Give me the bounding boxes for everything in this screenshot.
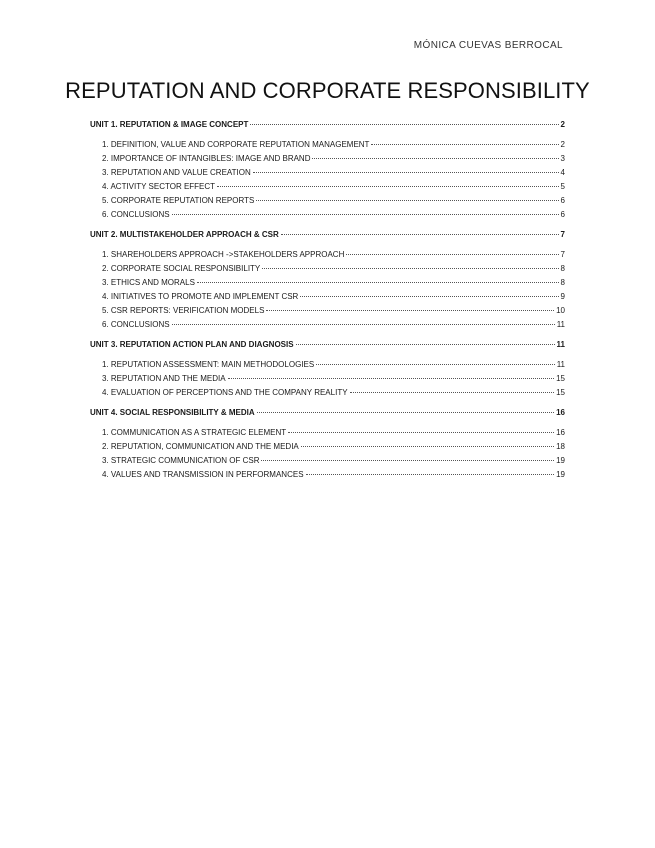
toc-item-label: 1. COMMUNICATION AS A STRATEGIC ELEMENT xyxy=(102,428,287,437)
toc-unit-heading[interactable] xyxy=(90,118,565,132)
toc-page-number: 7 xyxy=(560,230,565,239)
toc-item[interactable] xyxy=(90,426,565,440)
toc-leader-dots xyxy=(281,233,559,235)
toc-page-number: 11 xyxy=(556,360,565,369)
toc-page-number: 19 xyxy=(556,456,565,465)
toc-leader-dots xyxy=(172,323,555,325)
toc-leader-dots xyxy=(172,213,559,215)
toc-unit-heading[interactable] xyxy=(90,228,565,242)
toc-page-number: 8 xyxy=(560,278,565,287)
toc-leader-dots xyxy=(228,377,555,379)
toc-leader-dots xyxy=(350,391,555,393)
toc-item[interactable] xyxy=(90,290,565,304)
toc-page-number: 15 xyxy=(556,374,565,383)
toc-page-number: 5 xyxy=(560,182,565,191)
toc-leader-dots xyxy=(261,459,554,461)
toc-item[interactable] xyxy=(90,138,565,152)
toc-item[interactable] xyxy=(90,194,565,208)
toc-leader-dots xyxy=(257,411,554,413)
toc-item-label: 3. STRATEGIC COMMUNICATION OF CSR xyxy=(102,456,260,465)
toc-leader-dots xyxy=(296,343,555,345)
toc-unit-3 xyxy=(90,338,565,406)
toc-unit-label: UNIT 1. REPUTATION & IMAGE CONCEPT xyxy=(90,120,249,129)
toc-leader-dots xyxy=(217,185,558,187)
toc-item-label: 4. ACTIVITY SECTOR EFFECT xyxy=(102,182,216,191)
toc-leader-dots xyxy=(346,253,558,255)
toc-leader-dots xyxy=(300,295,558,297)
toc-item-label: 2. REPUTATION, COMMUNICATION AND THE MEDIA xyxy=(102,442,299,451)
toc-item-label: 4. EVALUATION OF PERCEPTIONS AND THE COMPANY REALITY xyxy=(102,388,348,397)
toc-item-label: 4. VALUES AND TRANSMISSION IN PERFORMANCES xyxy=(102,470,304,479)
toc-page-number: 6 xyxy=(560,196,565,205)
toc-unit-heading[interactable] xyxy=(90,406,565,420)
toc-leader-dots xyxy=(197,281,559,283)
toc-page-number: 8 xyxy=(560,264,565,273)
toc-unit-1 xyxy=(90,118,565,228)
table-of-contents xyxy=(90,118,565,482)
toc-page-number: 9 xyxy=(560,292,565,301)
toc-item[interactable] xyxy=(90,440,565,454)
toc-item-label: 5. CSR REPORTS: VERIFICATION MODELS xyxy=(102,306,265,315)
toc-unit-heading[interactable] xyxy=(90,338,565,352)
toc-item-label: 3. ETHICS AND MORALS xyxy=(102,278,195,287)
toc-item[interactable] xyxy=(90,152,565,166)
toc-unit-label: UNIT 2. MULTISTAKEHOLDER APPROACH & CSR xyxy=(90,230,279,239)
toc-page-number: 7 xyxy=(560,250,565,259)
toc-page-number: 18 xyxy=(556,442,565,451)
toc-leader-dots xyxy=(301,445,554,447)
toc-item[interactable] xyxy=(90,276,565,290)
toc-item[interactable] xyxy=(90,372,565,386)
toc-item[interactable] xyxy=(90,304,565,318)
toc-item-label: 1. DEFINITION, VALUE AND CORPORATE REPUTATION MANAGEMENT xyxy=(102,140,370,149)
toc-leader-dots xyxy=(250,123,558,125)
toc-item[interactable] xyxy=(90,208,565,222)
toc-item-label: 1. REPUTATION ASSESSMENT: MAIN METHODOLOGIES xyxy=(102,360,315,369)
toc-leader-dots xyxy=(371,143,558,145)
toc-unit-4 xyxy=(90,406,565,482)
toc-unit-2 xyxy=(90,228,565,338)
toc-item[interactable] xyxy=(90,358,565,372)
toc-page-number: 10 xyxy=(556,306,565,315)
toc-page-number: 19 xyxy=(556,470,565,479)
toc-leader-dots xyxy=(262,267,558,269)
toc-item[interactable] xyxy=(90,386,565,400)
toc-item[interactable] xyxy=(90,262,565,276)
toc-leader-dots xyxy=(316,363,555,365)
toc-unit-label: UNIT 4. SOCIAL RESPONSIBILITY & MEDIA xyxy=(90,408,255,417)
document-title: REPUTATION AND CORPORATE RESPONSIBILITY xyxy=(65,78,590,103)
toc-item-label: 2. CORPORATE SOCIAL RESPONSIBILITY xyxy=(102,264,261,273)
toc-page-number: 6 xyxy=(560,210,565,219)
toc-page-number: 4 xyxy=(560,168,565,177)
toc-item[interactable] xyxy=(90,166,565,180)
toc-leader-dots xyxy=(306,473,555,475)
toc-item-label: 1. SHAREHOLDERS APPROACH ->STAKEHOLDERS APPROACH xyxy=(102,250,345,259)
toc-leader-dots xyxy=(288,431,554,433)
toc-leader-dots xyxy=(312,157,558,159)
toc-item[interactable] xyxy=(90,248,565,262)
toc-page-number: 3 xyxy=(560,154,565,163)
toc-page-number: 11 xyxy=(556,340,565,349)
toc-item-label: 2. IMPORTANCE OF INTANGIBLES: IMAGE AND BRAND xyxy=(102,154,311,163)
toc-item-label: 3. REPUTATION AND THE MEDIA xyxy=(102,374,226,383)
toc-page-number: 2 xyxy=(560,120,565,129)
toc-page-number: 2 xyxy=(560,140,565,149)
toc-item-label: 4. INITIATIVES TO PROMOTE AND IMPLEMENT CSR xyxy=(102,292,299,301)
toc-leader-dots xyxy=(253,171,559,173)
toc-page-number: 16 xyxy=(556,408,565,417)
toc-item[interactable] xyxy=(90,454,565,468)
toc-item-label: 3. REPUTATION AND VALUE CREATION xyxy=(102,168,251,177)
toc-leader-dots xyxy=(266,309,554,311)
toc-page-number: 15 xyxy=(556,388,565,397)
toc-page-number: 16 xyxy=(556,428,565,437)
toc-unit-label: UNIT 3. REPUTATION ACTION PLAN AND DIAGNOSIS xyxy=(90,340,294,349)
author-header: MÓNICA CUEVAS BERROCAL xyxy=(413,40,563,51)
toc-item[interactable] xyxy=(90,180,565,194)
toc-item-label: 6. CONCLUSIONS xyxy=(102,210,170,219)
toc-leader-dots xyxy=(256,199,558,201)
toc-item-label: 5. CORPORATE REPUTATION REPORTS xyxy=(102,196,255,205)
toc-page-number: 11 xyxy=(556,320,565,329)
toc-item[interactable] xyxy=(90,318,565,332)
toc-item-label: 6. CONCLUSIONS xyxy=(102,320,170,329)
toc-item[interactable] xyxy=(90,468,565,482)
